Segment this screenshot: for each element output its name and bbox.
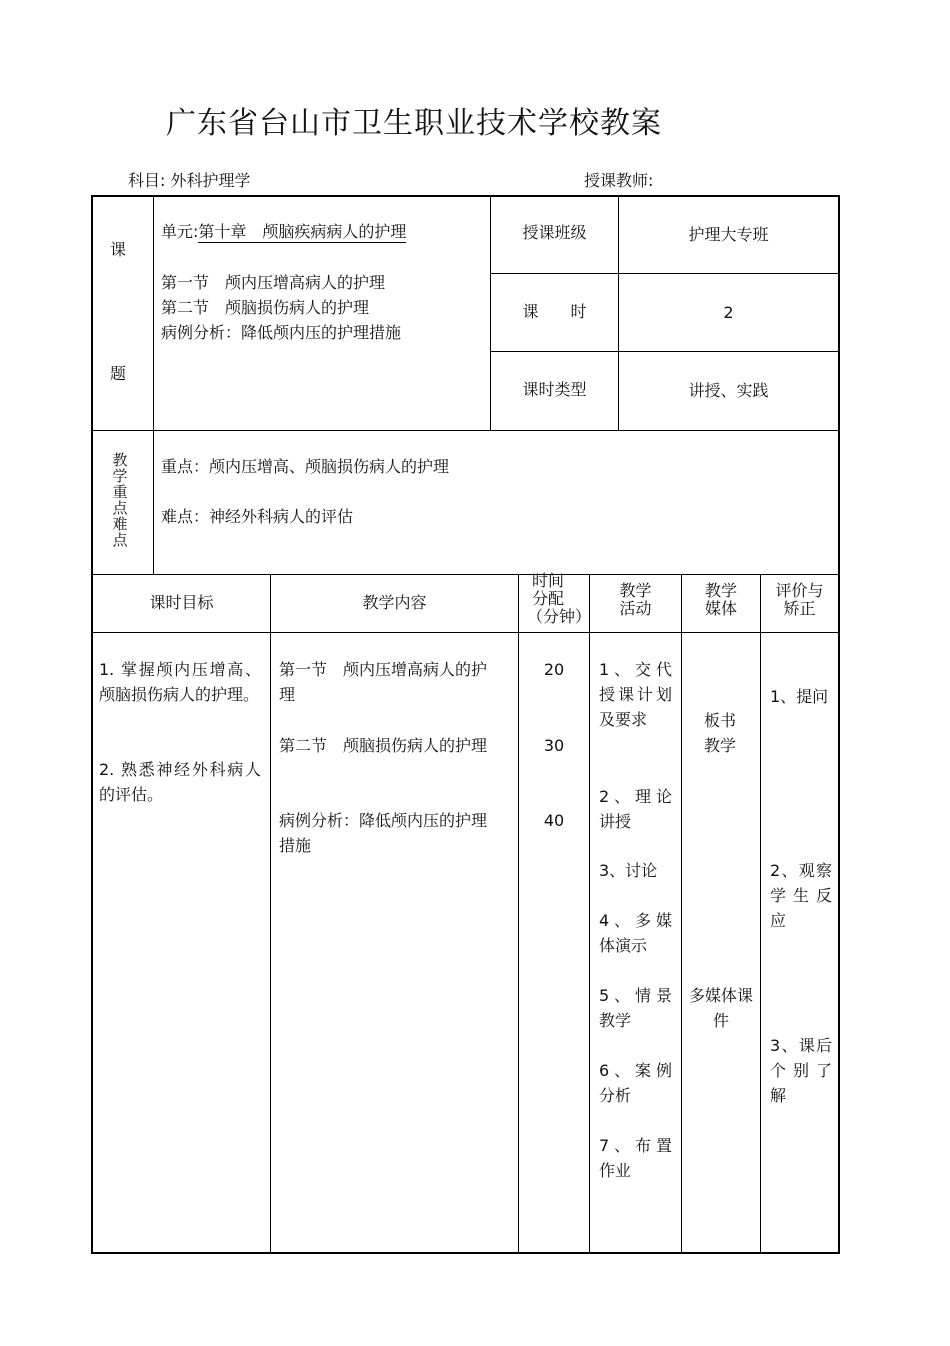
topic-line: 病例分析：降低颅内压的护理措施 [161, 323, 402, 342]
difficult-point: 难点：神经外科病人的评估 [161, 507, 354, 526]
topic-lines [161, 270, 401, 345]
evaluation-item: 3、课后个别了解 [770, 1036, 832, 1105]
activity-item: 6、案例分析 [599, 1061, 672, 1105]
media-item: 多媒体课件 [688, 986, 753, 1030]
unit-value: 第十章 颅脑疾病病人的护理 [198, 222, 407, 241]
media-item: 板书教学 [703, 711, 736, 755]
header-content: 教学内容 [362, 593, 427, 612]
time-value: 40 [543, 811, 565, 830]
hours-value: 2 [723, 303, 734, 322]
objective-item: 2. 熟悉神经外科病人的评估。 [99, 760, 261, 804]
activity-item: 3、讨论 [599, 861, 658, 880]
topic-line: 第一节 颅内压增高病人的护理 [161, 273, 386, 292]
unit-line [161, 219, 406, 244]
hours-label: 课 时 [522, 302, 587, 321]
class-label: 授课班级 [522, 223, 587, 242]
header-time: 时间 分配 （分钟） [526, 571, 591, 626]
subject-value: 外科护理学 [170, 171, 251, 190]
key-point: 重点：颅内压增高、颅脑损伤病人的护理 [161, 457, 450, 476]
evaluation-item: 1、提问 [770, 687, 829, 706]
header-evaluation: 评价与 矫正 [775, 581, 824, 618]
type-value: 讲授、实践 [688, 381, 769, 400]
content-item: 病例分析：降低颅内压的护理措施 [279, 811, 488, 855]
activity-item: 1、交代授课计划及要求 [599, 660, 672, 729]
header-activity: 教学 活动 [619, 581, 652, 618]
type-label: 课时类型 [522, 380, 587, 399]
subject-label: 科目: [128, 171, 166, 190]
topic-label-bottom: 题 [110, 364, 127, 383]
header-media: 教学 媒体 [704, 581, 737, 618]
activity-item: 4、多媒体演示 [599, 911, 672, 955]
subject-line [128, 168, 251, 191]
topic-line: 第二节 颅脑损伤病人的护理 [161, 298, 370, 317]
header-objective: 课时目标 [149, 593, 214, 612]
activity-item: 5、情景教学 [599, 986, 672, 1030]
objective-item: 1. 掌握颅内压增高、颅脑损伤病人的护理。 [99, 660, 261, 704]
activity-item: 7、布置作业 [599, 1136, 672, 1180]
time-value: 30 [543, 736, 565, 755]
key-points-label: 教 学 重 点 难 点 [112, 451, 128, 549]
teacher-line [584, 168, 653, 191]
content-item: 第一节 颅内压增高病人的护理 [279, 660, 488, 704]
time-value: 20 [543, 660, 565, 679]
teacher-label: 授课教师: [584, 171, 654, 190]
class-value: 护理大专班 [688, 225, 769, 244]
content-item: 第二节 颅脑损伤病人的护理 [279, 736, 488, 755]
document-title: 广东省台山市卫生职业技术学校教案 [166, 106, 662, 141]
evaluation-item: 2、观察学生反应 [770, 861, 832, 930]
activity-item: 2、理论讲授 [599, 787, 672, 831]
topic-label-top: 课 [110, 240, 127, 259]
unit-label: 单元: [161, 222, 199, 241]
